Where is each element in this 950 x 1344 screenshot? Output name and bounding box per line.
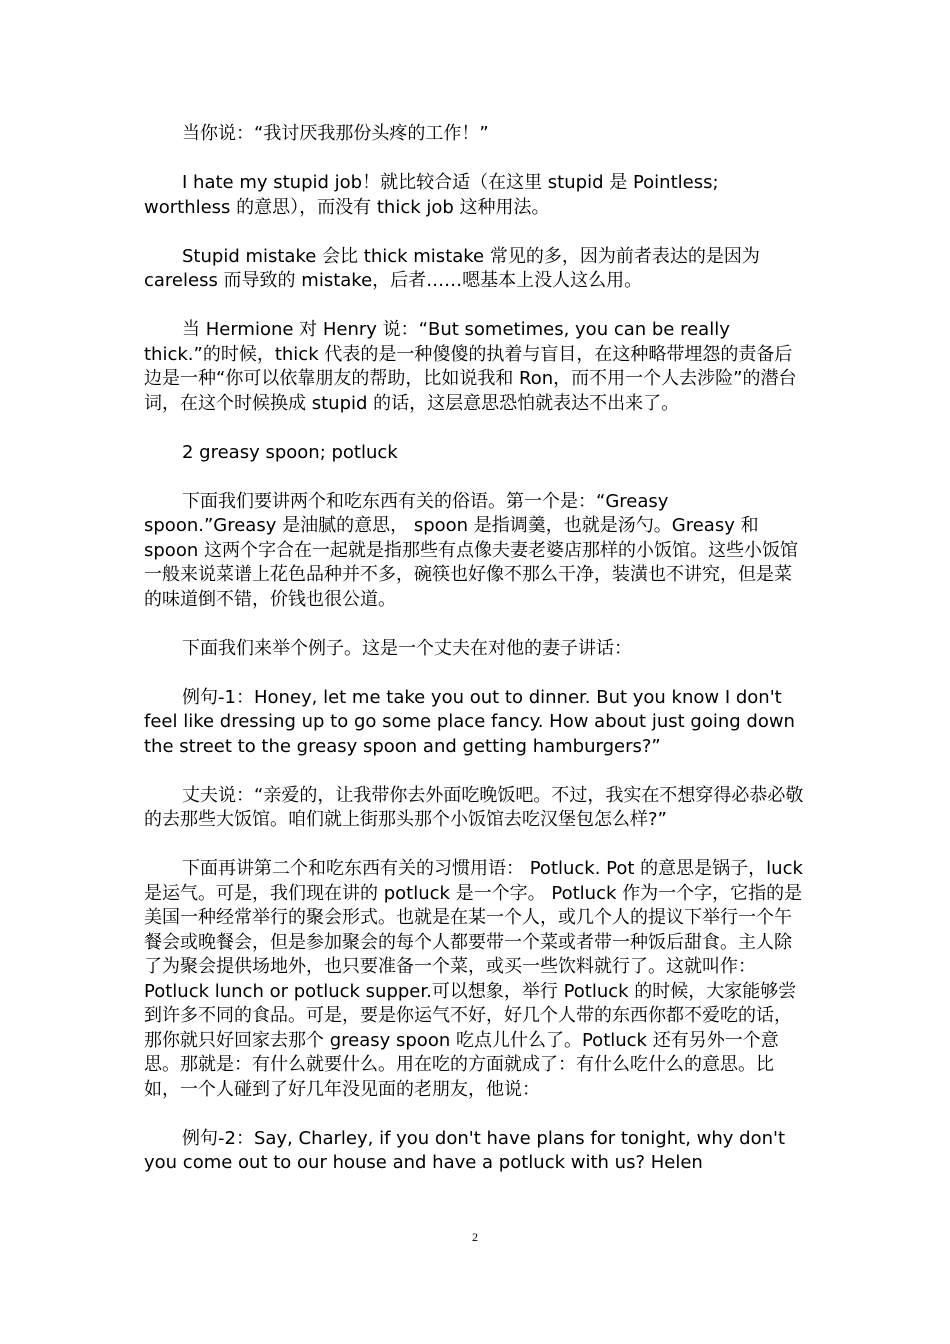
paragraph: 当 Hermione 对 Henry 说：“But sometimes, you can be really thick.”的时候，thick 代表的是一种傻傻的执着与盲目，在这种略带埋怨的责备后边是一种“你可以依靠朋友的帮助，比如说我和 Ron，而不用一个人去涉险”的潜台词，在这个时候换成 stupid 的话，这层意思恐怕就表达不出来了。 xyxy=(144,319,797,414)
paragraph: I hate my stupid job！就比较合适（在这里 stupid 是 Pointless; worthless 的意思），而没有 thick job 这种用法。 xyxy=(144,172,719,218)
paragraph: 下面我们要讲两个和吃东西有关的俗语。第一个是：“Greasy spoon.”Greasy 是油腻的意思， spoon 是指调羹，也就是汤勺。Greasy 和 spoon 这两个字合在一起就是指那些有点像夫妻老婆店那样的小饭馆。这些小饭馆一般来说菜谱上花色品种并不多，碗筷也好像不那么干净，装潢也不讲究，但是菜的味道倒不错，价钱也很公道。 xyxy=(144,490,798,610)
section-heading: 2 greasy spoon; potluck xyxy=(182,441,398,463)
paragraph: Stupid mistake 会比 thick mistake 常见的多，因为前者表达的是因为 careless 而导致的 mistake，后者……嗯基本上没人这么用。 xyxy=(144,245,760,291)
translation: 丈夫说：“亲爱的，让我带你去外面吃晚饭吧。不过，我实在不想穿得必恭必敬的去那些大饭馆。咱们就上街那头那个小饭馆去吃汉堡包怎么样?” xyxy=(144,784,804,830)
paragraph: 下面再讲第二个和吃东西有关的习惯用语： Potluck. Pot 的意思是锅子，luck 是运气。可是，我们现在讲的 potluck 是一个字。 Potluck 作为一个字，它指的是美国一种经常举行的聚会形式。也就是在某一个人，或几个人的提议下举行一个午餐会或晚餐会，但是参加聚会的每个人都要带一个菜或者带一种饭后甜食。主人除了为聚会提供场地外，也只要准备一个菜，或买一些饮料就行了。这就叫作： Potluck lunch or potluck supper.可以想象，举行 Potluck 的时候，大家能够尝到许多不同的食品。可是，要是你运气不好，好几个人带的东西你都不爱吃的话，那你就只好回家去那个 greasy spoon 吃点儿什么了。Potluck 还有另外一个意思。那就是：有什么就要什么。用在吃的方面就成了：有什么吃什么的意思。比如，一个人碰到了好几年没见面的老朋友，他说： xyxy=(144,858,803,1100)
example-sentence: 例句-1：Honey, let me take you out to dinner. But you know I don't feel like dressing up to go some place fancy. How about just going down the street to the greasy spoon and getting hamburgers?” xyxy=(144,686,795,757)
page-number: 2 xyxy=(472,1230,478,1244)
example-sentence: 例句-2：Say, Charley, if you don't have plans for tonight, why don't you come out to our house and have a potluck with us? Helen xyxy=(144,1127,785,1173)
paragraph: 下面我们来举个例子。这是一个丈夫在对他的妻子讲话： xyxy=(182,637,632,659)
document-body xyxy=(144,122,806,1200)
paragraph: 当你说：“我讨厌我那份头疼的工作！” xyxy=(182,123,489,144)
